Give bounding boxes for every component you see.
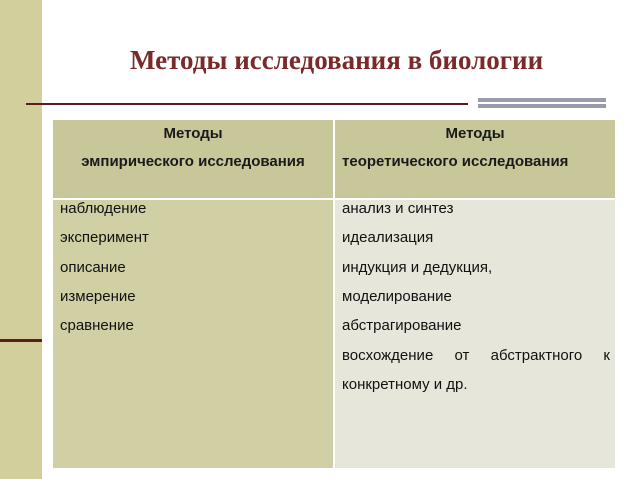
underline-accent-bottom [478,104,606,108]
side-decoration-bar [0,0,42,479]
header-empirical-line2: эмпирического исследования [81,153,305,170]
empirical-column [53,200,333,468]
list-item-multiline-first [342,347,610,364]
list-item: индукция и дедукция, [342,259,493,276]
header-empirical-line1: Методы [163,125,223,142]
list-item: описание [60,259,126,276]
underline-accent-top [478,98,606,102]
side-decoration-line [0,339,42,342]
list-item: измерение [60,288,136,305]
list-item: моделирование [342,288,452,305]
list-item: идеализация [342,229,434,246]
header-theoretical [335,120,615,198]
list-item: абстрагирование [342,317,462,334]
list-item-multiline-second: конкретному и др. [342,376,468,393]
header-theoretical-line1: Методы [445,125,505,142]
list-item: наблюдение [60,200,147,217]
word: к [603,347,610,364]
methods-table [53,120,615,468]
slide-title: Методы исследования в биологии [130,45,544,75]
word: восхождение [342,347,434,364]
header-empirical [53,120,333,198]
header-theoretical-line2: теоретического исследования [342,153,569,170]
word: от [454,347,470,364]
title-underline [26,103,468,105]
list-item: эксперимент [60,229,149,246]
list-item: анализ и синтез [342,200,454,217]
word: абстрактного [490,347,583,364]
list-item: сравнение [60,317,134,334]
theoretical-column [335,200,615,468]
column-separator [333,120,335,468]
